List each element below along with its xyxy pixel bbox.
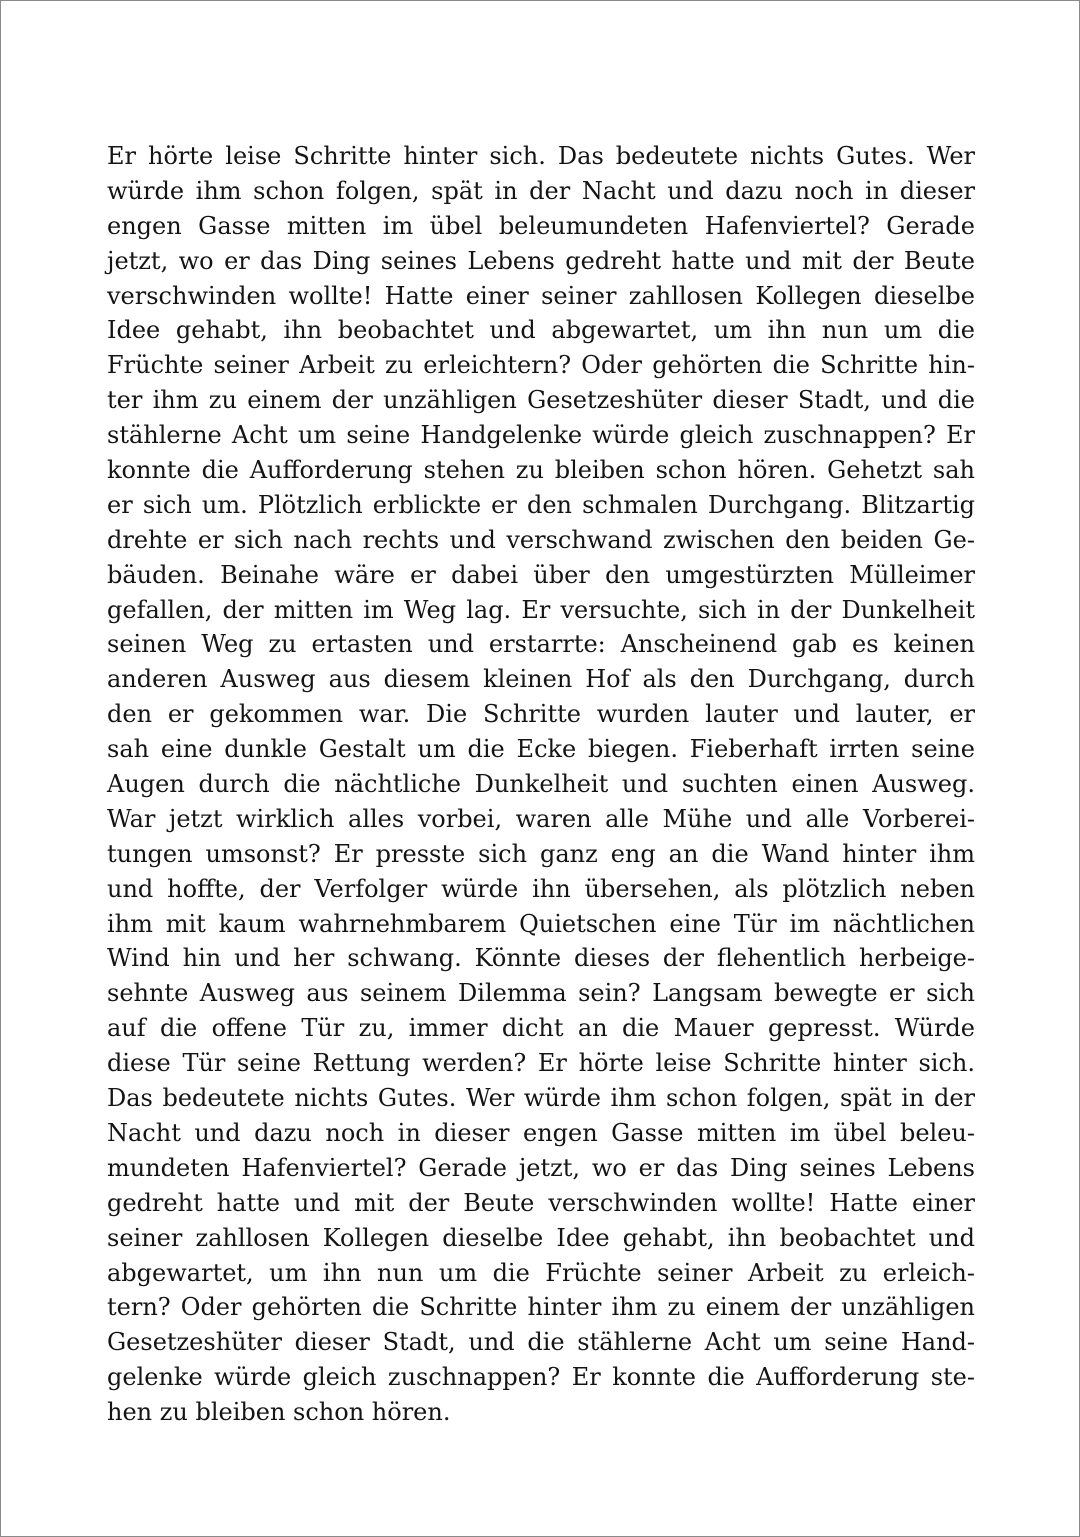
text-line: Wind hin und her schwang. Könnte dieses der flehentlich herbeige- [107,944,975,973]
text-line: Augen durch die nächtliche Dunkelheit und suchten einen Ausweg. [107,770,975,799]
text-line: auf die offene Tür zu, immer dicht an die Mauer gepresst. Würde [107,1014,975,1043]
text-line: gedreht hatte und mit der Beute verschwinden wollte! Hatte einer [107,1188,975,1217]
text-line: ter ihm zu einem der unzähligen Gesetzeshüter dieser Stadt, und die [107,386,975,415]
text-line: sehnte Ausweg aus seinem Dilemma sein? Langsam bewegte er sich [107,979,975,1008]
text-line: er sich um. Plötzlich erblickte er den schmalen Durchgang. Blitzartig [107,490,975,519]
text-line: War jetzt wirklich alles vorbei, waren alle Mühe und alle Vorberei- [107,804,975,833]
text-line: tungen umsonst? Er presste sich ganz eng an die Wand hinter ihm [107,839,975,868]
text-line: seiner zahllosen Kollegen dieselbe Idee gehabt, ihn beobachtet und [107,1223,975,1252]
text-line: würde ihm schon folgen, spät in der Nacht und dazu noch in dieser [107,176,975,205]
text-line: seinen Weg zu ertasten und erstarrte: Anscheinend gab es keinen [107,630,975,659]
text-line: engen Gasse mitten im übel beleumundeten Hafenviertel? Gerade [107,211,975,240]
text-line: bäuden. Beinahe wäre er dabei über den umgestürzten Mülleimer [107,560,975,589]
text-line: Gesetzeshüter dieser Stadt, und die stählerne Acht um seine Hand- [107,1328,975,1357]
text-line: Idee gehabt, ihn beobachtet und abgewartet, um ihn nun um die [107,316,975,345]
text-line: hen zu bleiben schon hören. [107,1398,451,1427]
text-line: Er hörte leise Schritte hinter sich. Das bedeutete nichts Gutes. Wer [107,142,975,170]
text-line: gelenke würde gleich zuschnappen? Er konnte die Aufforderung ste- [107,1363,975,1392]
text-line: verschwinden wollte! Hatte einer seiner zahllosen Kollegen dieselbe [107,281,975,310]
text-line: tern? Oder gehörten die Schritte hinter ihm zu einem der unzähligen [107,1293,975,1322]
text-line: den er gekommen war. Die Schritte wurden lauter und lauter, er [107,700,975,729]
text-line: gefallen, der mitten im Weg lag. Er versuchte, sich in der Dunkelheit [107,595,975,624]
text-line: sah eine dunkle Gestalt um die Ecke biegen. Fieberhaft irrten seine [107,735,975,764]
text-line: konnte die Aufforderung stehen zu bleiben schon hören. Gehetzt sah [107,456,975,485]
text-line: stählerne Acht um seine Handgelenke würde gleich zuschnappen? Er [107,421,975,450]
text-line: ihm mit kaum wahrnehmbarem Quietschen eine Tür im nächtlichen [107,909,975,938]
text-line: jetzt, wo er das Ding seines Lebens gedreht hatte und mit der Beute [107,246,975,275]
text-line: anderen Ausweg aus diesem kleinen Hof als den Durchgang, durch [107,665,975,694]
text-line: und hoffte, der Verfolger würde ihn übersehen, als plötzlich neben [107,874,975,903]
body-paragraph [107,139,975,1430]
text-line: Das bedeutete nichts Gutes. Wer würde ihm schon folgen, spät in der [107,1084,975,1113]
text-line: Nacht und dazu noch in dieser engen Gasse mitten im übel beleu- [107,1118,975,1147]
text-line: abgewartet, um ihn nun um die Früchte seiner Arbeit zu erleich- [107,1258,975,1287]
text-line: Früchte seiner Arbeit zu erleichtern? Oder gehörten die Schritte hin- [107,351,975,380]
text-line: mundeten Hafenviertel? Gerade jetzt, wo er das Ding seines Lebens [107,1153,975,1182]
text-line: drehte er sich nach rechts und verschwand zwischen den beiden Ge- [107,525,975,554]
text-line: diese Tür seine Rettung werden? Er hörte leise Schritte hinter sich. [107,1049,975,1078]
